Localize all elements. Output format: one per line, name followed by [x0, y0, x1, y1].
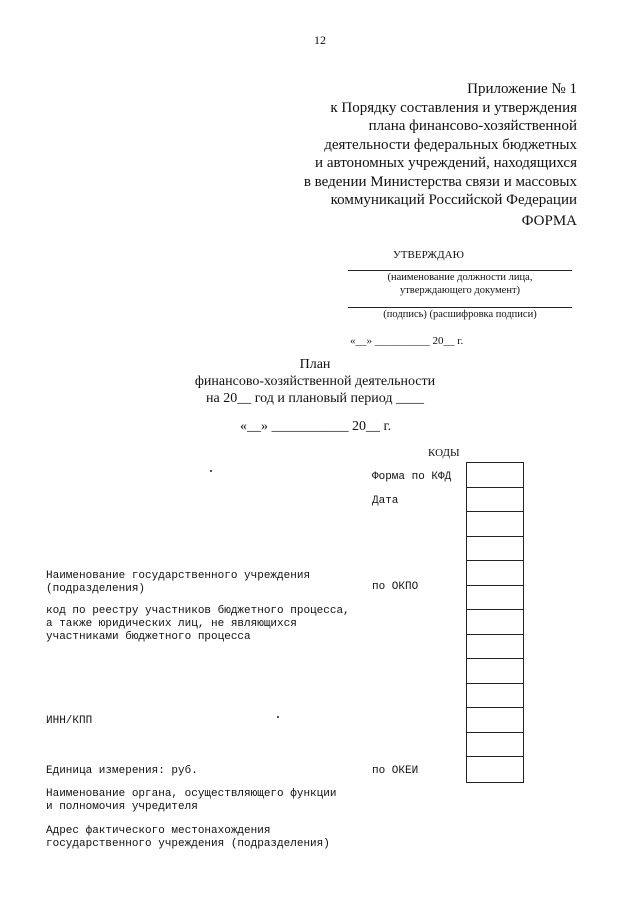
- appendix-line: и автономных учреждений, находящихся: [315, 155, 577, 171]
- unit-label: Единица измерения: руб.: [46, 765, 198, 777]
- budget-registry-label-3: участниками бюджетного процесса: [46, 631, 251, 643]
- appendix-line: деятельности федеральных бюджетных: [324, 136, 577, 153]
- code-cell[interactable]: [467, 635, 523, 660]
- code-cell[interactable]: [467, 610, 523, 635]
- plan-date: «__» ___________ 20__ г.: [240, 419, 392, 434]
- code-cell[interactable]: [467, 757, 523, 782]
- form-label: ФОРМА: [521, 213, 577, 229]
- founder-label-2: и полномочия учредителя: [46, 801, 198, 813]
- position-caption-1: (наименование должности лица,: [387, 272, 533, 283]
- approval-title: УТВЕРЖДАЮ: [393, 249, 464, 261]
- code-cell[interactable]: [467, 733, 523, 758]
- code-cell[interactable]: [467, 561, 523, 586]
- institution-name-label-2: (подразделения): [46, 583, 146, 595]
- codes-column: [466, 462, 524, 783]
- page-number: 12: [314, 33, 326, 47]
- plan-title-line-3: на 20__ год и плановый период ____: [206, 391, 424, 406]
- plan-title-line-2: финансово-хозяйственной деятельности: [194, 374, 436, 389]
- code-cell[interactable]: [467, 537, 523, 562]
- plan-title: [190, 356, 440, 407]
- code-cell[interactable]: [467, 512, 523, 537]
- okei-label: по ОКЕИ: [372, 765, 419, 777]
- appendix-line: в ведении Министерства связи и массовых: [303, 173, 577, 190]
- position-caption-2: утверждающего документ): [399, 285, 521, 296]
- code-cell[interactable]: [467, 463, 523, 488]
- approval-date: «__» __________ 20__ г.: [350, 335, 464, 347]
- signature-line: [348, 307, 572, 308]
- okpo-label: по ОКПО: [372, 581, 419, 593]
- form-okud-label: Форма по КФД: [372, 471, 452, 483]
- appendix-line: плана финансово-хозяйственной: [368, 118, 577, 134]
- appendix-line: Приложение № 1: [467, 81, 577, 97]
- address-label-1: Адрес фактического местонахождения: [46, 825, 271, 837]
- date-label: Дата: [372, 495, 399, 507]
- code-cell[interactable]: [467, 488, 523, 513]
- budget-registry-label-2: а также юридических лиц, не являющихся: [46, 618, 297, 630]
- code-cell[interactable]: [467, 708, 523, 733]
- founder-label-1: Наименование органа, осуществляющего функции: [46, 788, 337, 800]
- address-label-2: государственного учреждения (подразделения): [46, 838, 330, 850]
- appendix-line: коммуникаций Российской Федерации: [330, 192, 577, 208]
- code-cell[interactable]: [467, 684, 523, 709]
- code-cell[interactable]: [467, 659, 523, 684]
- budget-registry-label-1: код по реестру участников бюджетного процесса,: [46, 605, 350, 617]
- appendix-header: [304, 80, 577, 210]
- plan-title-line-1: План: [299, 357, 331, 372]
- position-line: [348, 270, 572, 271]
- scan-speck: [210, 470, 212, 472]
- appendix-line: к Порядку составления и утверждения: [330, 99, 577, 116]
- signature-caption: (подпись) (расшифровка подписи): [383, 309, 537, 320]
- codes-header: КОДЫ: [428, 447, 460, 459]
- institution-name-label-1: Наименование государственного учреждения: [46, 570, 311, 582]
- code-cell[interactable]: [467, 586, 523, 611]
- inn-kpp-label: ИНН/КПП: [46, 715, 93, 727]
- scan-speck: [277, 716, 279, 718]
